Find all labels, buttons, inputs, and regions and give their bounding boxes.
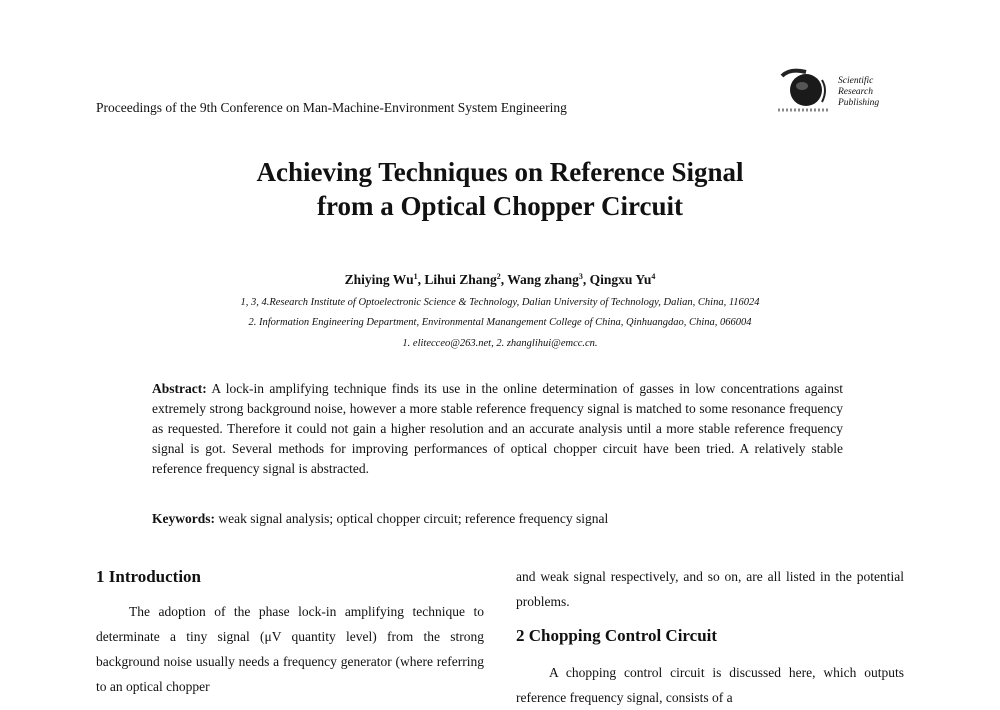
right-column-paragraph: and weak signal respectively, and so on, are all listed in the potential problems.: [516, 569, 904, 609]
publisher-logo: [776, 66, 896, 118]
introduction-paragraph: The adoption of the phase lock-in amplifying technique to determinate a tiny signal (μV quantity level) from the strong background noise usually needs a frequency generator (where referring to an optical chopper: [96, 604, 484, 694]
abstract: [152, 379, 843, 479]
paper-title-line-1: Achieving Techniques on Reference Signal: [256, 157, 744, 187]
keywords: [152, 511, 843, 527]
author-name: Qingxu Yu: [589, 272, 652, 287]
author-name: Lihui Zhang: [424, 272, 497, 287]
author-name: Zhiying Wu: [344, 272, 414, 287]
globe-logo-icon: [776, 66, 832, 116]
abstract-text: A lock-in amplifying technique finds its use in the online determination of gasses in low concentrations against extremely strong background noise, however a more stable reference frequency signal is matched to some resonance frequency as requested. Therefore it could not gain a higher resolution and an accurate analysis until a more stable reference frequency signal is got. Several methods for improving performances of optical chopper circuit have been tried. A relatively stable reference frequency signal is abstracted.: [152, 381, 843, 476]
keywords-text: weak signal analysis; optical chopper circuit; reference frequency signal: [218, 511, 609, 526]
publisher-line-2: Research: [838, 87, 873, 97]
section-heading-chopping-control: 2 Chopping Control Circuit: [516, 626, 718, 645]
author-list: Zhiying Wu$^1$, Lihui Zhang$^2$, Wang zhang$^3$, Qingxu Yu$^4$: [344, 272, 656, 287]
author-sup: 2: [496, 272, 501, 281]
author-name: Wang zhang: [507, 272, 579, 287]
chopping-paragraph: A chopping control circuit is discussed here, which outputs reference frequency signal, consists of a: [516, 665, 904, 705]
affiliation-1: 1, 3, 4.Research Institute of Optoelectronic Science & Technology, Dalian University of Technology, Dalian, China, 116024: [240, 297, 760, 308]
affiliation-2: 2. Information Engineering Department, Environmental Manangement College of China, Qinhuangdao, China, 066004: [248, 317, 752, 328]
author-emails: 1. elitecceo@263.net, 2. zhanglihui@emcc.cn.: [402, 338, 598, 349]
publisher-name: [838, 76, 879, 109]
author-sup: 3: [578, 272, 583, 281]
publisher-line-3: Publishing: [838, 98, 880, 108]
publisher-line-1: Scientific: [838, 76, 874, 86]
author-sup: 1: [413, 272, 418, 281]
keywords-label: Keywords:: [152, 511, 215, 526]
section-heading-introduction: 1 Introduction: [96, 567, 202, 586]
conference-header: Proceedings of the 9th Conference on Man-Machine-Environment System Engineering: [96, 100, 567, 115]
abstract-label: Abstract:: [152, 381, 207, 396]
author-sup: 4: [651, 272, 656, 281]
paper-title-line-2: from a Optical Chopper Circuit: [317, 191, 683, 221]
